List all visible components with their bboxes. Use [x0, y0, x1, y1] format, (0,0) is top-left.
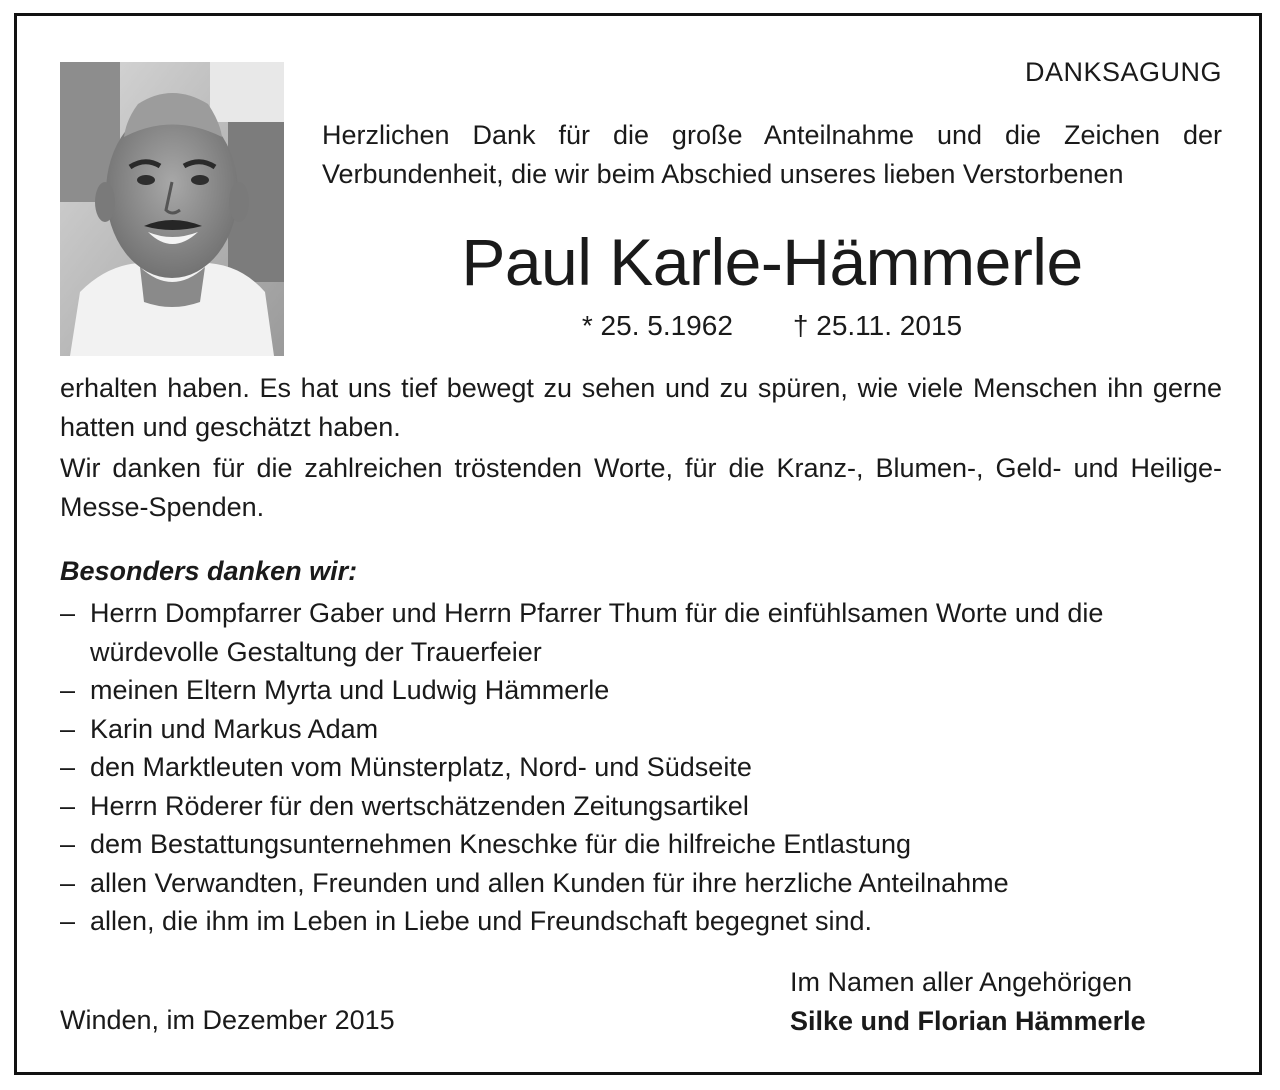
list-item: – allen, die ihm im Leben in Liebe und Freundschaft begegnet sind.	[60, 902, 1180, 941]
list-item: – meinen Eltern Myrta und Ludwig Hämmerle	[60, 671, 1180, 710]
list-dash: –	[60, 713, 76, 744]
signers: Silke und Florian Hämmerle	[790, 1006, 1146, 1036]
notice-heading: DANKSAGUNG	[1024, 57, 1222, 87]
intro-text	[322, 116, 1222, 194]
deceased-name: Paul Karle-Hämmerle	[461, 225, 1083, 299]
thanks-title: Besonders danken wir:	[60, 556, 358, 586]
list-dash: –	[60, 752, 76, 782]
body-paragraph-2: Wir danken für die zahlreichen tröstenden Worte, für die Kranz-, Blumen-, Geld- und Heilige-Messe-Spenden.	[60, 453, 1222, 522]
list-dash: –	[60, 829, 76, 859]
list-dash: –	[60, 675, 76, 705]
list-dash: –	[60, 790, 76, 821]
list-item: – Karin und Markus Adam	[60, 710, 1180, 749]
thanks-list	[60, 594, 1180, 941]
body-text	[60, 369, 1222, 529]
portrait-photo	[60, 62, 284, 356]
list-item: – allen Verwandten, Freunden und allen Kunden für ihre herzliche Anteilnahme	[60, 864, 1180, 903]
list-item: – Herrn Röderer für den wertschätzenden Zeitungsartikel	[60, 787, 1180, 826]
portrait-image	[60, 62, 284, 356]
signature-block	[790, 963, 1146, 1041]
obituary-notice	[60, 0, 1222, 1090]
list-dash: –	[60, 906, 76, 936]
on-behalf-line: Im Namen aller Angehörigen	[790, 967, 1133, 997]
birth-date: * 25. 5.1962	[581, 310, 733, 341]
death-date: † 25.11. 2015	[792, 310, 963, 341]
list-dash: –	[60, 867, 76, 898]
intro-paragraph: Herzlichen Dank für die große Anteilnahme und die Zeichen der Verbundenheit, die wir beim Abschied unseres lieben Verstorbenen	[322, 120, 1222, 189]
list-item: – dem Bestattungsunternehmen Kneschke für die hilfreiche Entlastung	[60, 825, 1180, 864]
list-item: – Herrn Dompfarrer Gaber und Herrn Pfarrer Thum für die einfühlsamen Worte und die würdevolle Gestaltung der Trauerfeier	[60, 594, 1180, 671]
place-and-date: Winden, im Dezember 2015	[60, 1005, 395, 1035]
list-dash: –	[60, 598, 76, 628]
body-paragraph-1: erhalten haben. Es hat uns tief bewegt zu sehen und zu spüren, wie viele Menschen ihn gerne hatten und geschätzt haben.	[60, 373, 1222, 442]
list-item: – den Marktleuten vom Münsterplatz, Nord- und Südseite	[60, 748, 1180, 787]
life-dates	[322, 308, 1222, 344]
